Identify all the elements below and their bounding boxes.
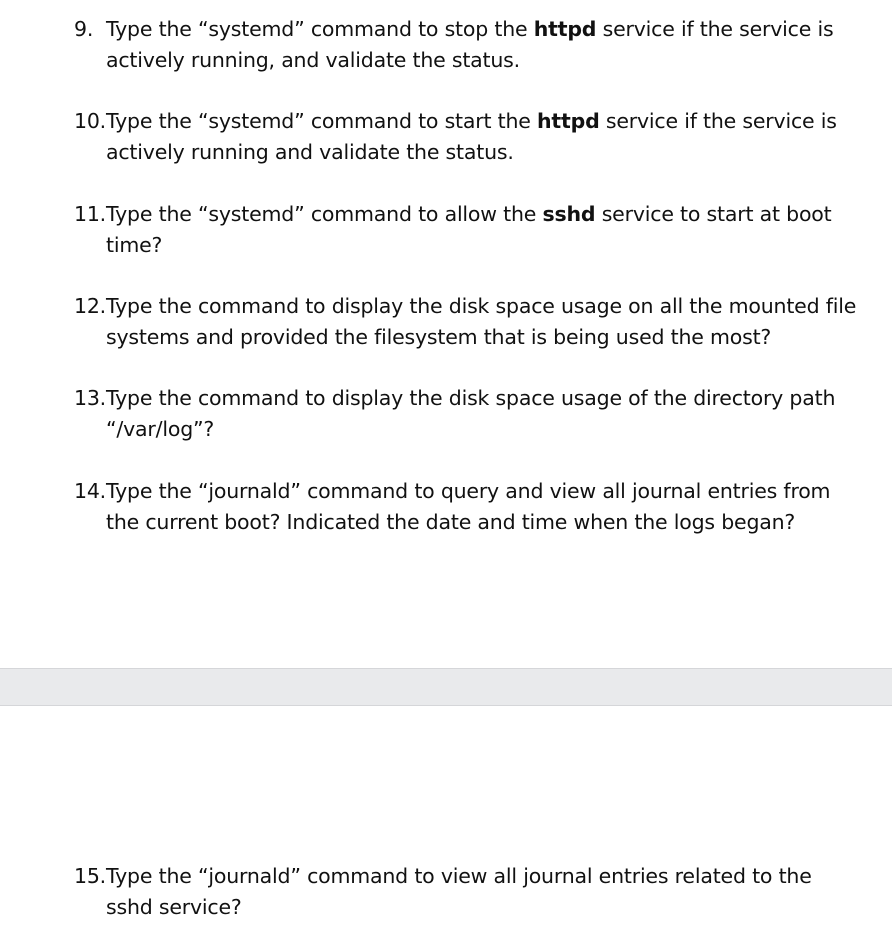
question-text: Type the “journald” command to view all journal entries related to the sshd service? [106,864,812,919]
service-name: httpd [537,109,600,133]
question-14 [74,476,864,538]
question-number: 9. [74,17,94,41]
question-9 [74,14,864,76]
question-number: 12. [74,294,107,318]
question-13 [74,383,864,445]
question-text: Type the “systemd” command to start the httpd service if the service is actively running and validate the status. [106,109,837,164]
question-number: 15. [74,864,107,888]
question-number: 14. [74,479,107,503]
question-number: 13. [74,386,107,410]
question-text: Type the command to display the disk space usage on all the mounted file systems and provided the filesystem that is being used the most? [106,294,857,349]
page-separator [0,668,892,706]
question-12 [74,291,864,353]
question-text: Type the command to display the disk space usage of the directory path “/var/log”? [106,386,836,441]
question-number: 11. [74,202,107,226]
question-text: Type the “systemd” command to stop the httpd service if the service is actively running, and validate the status. [106,17,834,72]
document-page-2 [0,706,892,932]
question-text: Type the “systemd” command to allow the sshd service to start at boot time? [106,202,832,257]
question-10 [74,106,864,168]
question-15 [74,861,864,923]
question-11 [74,199,864,261]
question-text: Type the “journald” command to query and view all journal entries from the current boot? Indicated the date and time when the logs began? [106,479,831,534]
service-name: sshd [542,202,596,226]
question-number: 10. [74,109,107,133]
service-name: httpd [533,17,597,41]
